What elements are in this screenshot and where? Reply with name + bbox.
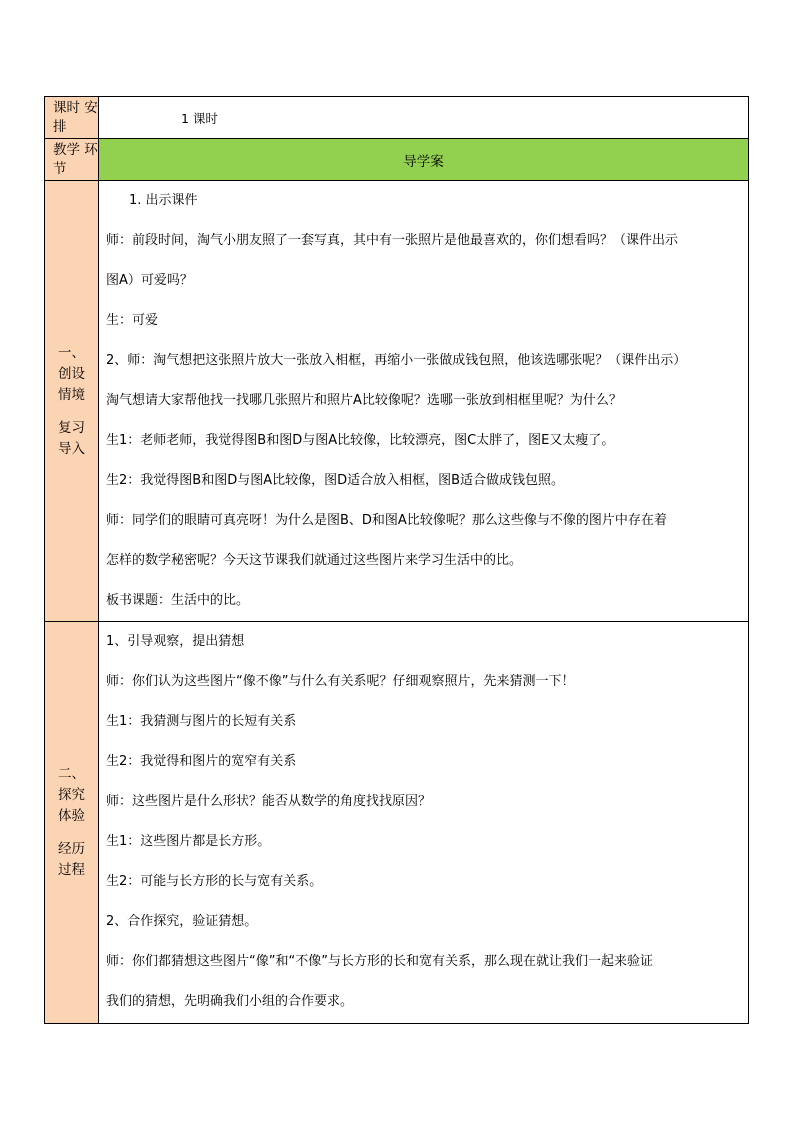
period-value: 1 课时 [99, 97, 749, 139]
section1-line: 生：可爱 [106, 313, 159, 328]
section2-line: 生2：我觉得和图片的宽窄有关系 [106, 754, 297, 769]
section1-line: 淘气想请大家帮他找一找哪几张照片和照片A比较像呢？选哪一张放到相框里呢？为什么？ [106, 393, 622, 408]
lesson-plan-table [44, 96, 749, 1024]
section1-content [99, 181, 749, 622]
period-label-line-1: 课时 [53, 99, 80, 116]
section2-label [45, 622, 99, 1024]
period-label-line-2: 安排 [53, 99, 98, 135]
section1-label-5: 导入 [58, 440, 85, 457]
stage-label-cell [45, 139, 99, 181]
section1-line: 图A）可爱吗？ [106, 273, 193, 288]
section2-line: 2、合作探究，验证猜想。 [106, 914, 258, 929]
section1-row [45, 181, 749, 622]
stage-label-line-1: 教学 [53, 141, 80, 158]
section2-label-5: 过程 [58, 862, 85, 878]
section2-row [45, 622, 749, 1024]
section2-line: 我们的猜想，先明确我们小组的合作要求。 [106, 994, 354, 1009]
section2-label-1: 二、 [58, 766, 85, 782]
section1-line: 板书课题：生活中的比。 [106, 593, 250, 608]
section2-line: 师：这些图片是什么形状？能否从数学的角度找找原因？ [106, 794, 432, 809]
section1-label-2: 创设 [58, 365, 85, 382]
stage-row [45, 139, 749, 181]
section2-line: 生2：可能与长方形的长与宽有关系。 [106, 874, 323, 889]
section1-line: 怎样的数学秘密呢？今天这节课我们就通过这些图片来学习生活中的比。 [106, 553, 523, 568]
section1-line: 师：同学们的眼睛可真亮呀！为什么是图B、D和图A比较像呢？那么这些像与不像的图片中存在着 [106, 513, 667, 528]
section2-line: 1、引导观察，提出猜想 [106, 634, 245, 649]
period-row [45, 97, 749, 139]
section1-line: 生2：我觉得图B和图D与图A比较像，图D适合放入相框，图B适合做成钱包照。 [106, 473, 565, 488]
section2-label-4: 经历 [58, 841, 85, 857]
guide-title: 导学案 [99, 139, 749, 181]
period-label-cell [45, 97, 99, 139]
stage-label-line-2: 环节 [53, 141, 98, 177]
section2-line: 师：你们认为这些图片“像不像”与什么有关系呢？仔细观察照片，先来猜测一下！ [106, 674, 575, 689]
section1-label [45, 181, 99, 622]
section1-line: 1. 出示课件 [129, 193, 198, 208]
section2-content [99, 622, 749, 1024]
section1-line: 生1：老师老师，我觉得图B和图D与图A比较像，比较漂亮，图C太胖了，图E又太瘦了。 [106, 433, 615, 448]
section2-line: 生1：我猜测与图片的长短有关系 [106, 714, 297, 729]
section1-line: 师：前段时间，淘气小朋友照了一套写真，其中有一张照片是他最喜欢的，你们想看吗？（课件出示 [106, 233, 679, 248]
section1-label-3: 情境 [58, 386, 85, 403]
section2-label-3: 体验 [58, 808, 85, 824]
section2-line: 师：你们都猜想这些图片“像”和“不像”与长方形的长和宽有关系，那么现在就让我们一起来验证 [106, 954, 653, 969]
section1-label-4: 复习 [58, 419, 85, 436]
section2-line: 生1：这些图片都是长方形。 [106, 834, 271, 849]
section1-line: 2、师：淘气想把这张照片放大一张放入相框，再缩小一张做成钱包照，他该选哪张呢？（课件出示） [106, 353, 687, 368]
section1-label-1: 一、 [58, 344, 85, 361]
section2-label-2: 探究 [58, 787, 85, 803]
